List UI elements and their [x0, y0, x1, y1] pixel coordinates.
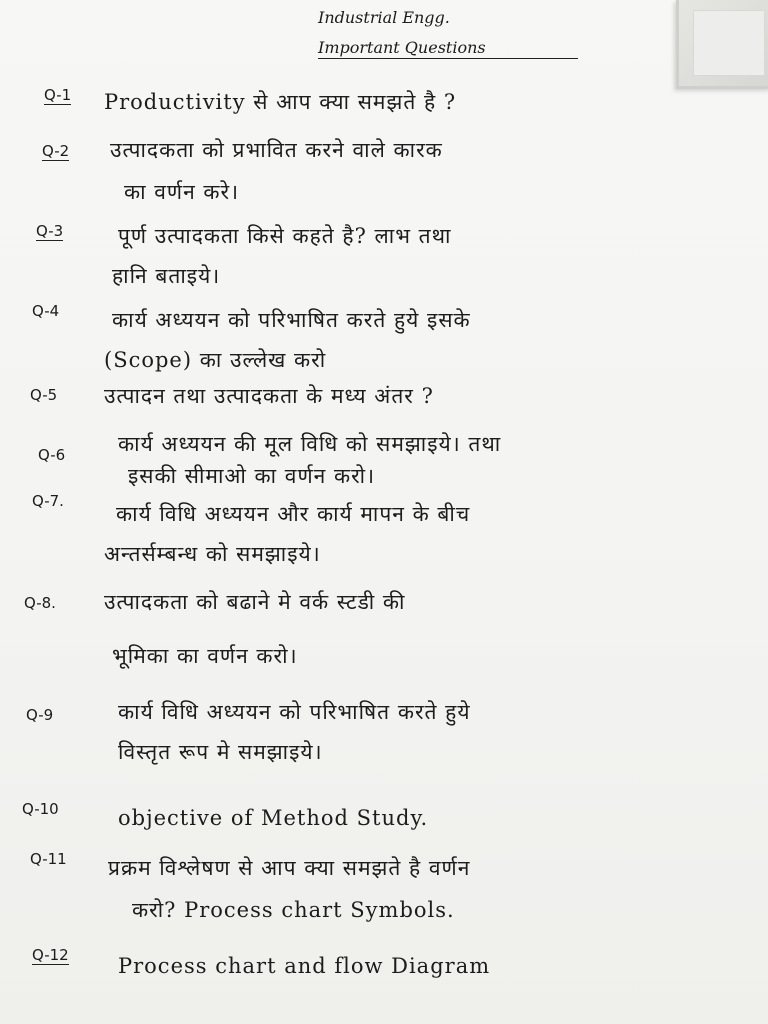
question-line: कार्य विधि अध्ययन और कार्य मापन के बीच	[116, 502, 471, 526]
folded-corner	[676, 0, 768, 89]
question-line: भूमिका का वर्णन करो।	[112, 644, 298, 668]
question-line: इसकी सीमाओ का वर्णन करो।	[128, 464, 376, 488]
question-line: objective of Method Study.	[118, 806, 429, 830]
question-line: का वर्णन करे।	[124, 180, 240, 204]
question-line: कार्य विधि अध्ययन को परिभाषित करते हुये	[118, 700, 471, 724]
question-line: उत्पादन तथा उत्पादकता के मध्य अंतर ?	[104, 384, 434, 408]
question-number: Q-8.	[24, 594, 56, 612]
question-line: उत्पादकता को बढाने मे वर्क स्टडी की	[104, 590, 406, 614]
question-number: Q-10	[22, 800, 59, 818]
question-number: Q-3	[36, 222, 64, 240]
question-number: Q-9	[26, 706, 54, 724]
question-line: हानि बताइये।	[112, 264, 221, 288]
question-line: करो? Process chart Symbols.	[132, 898, 455, 922]
question-line: Productivity से आप क्या समझते है ?	[104, 90, 457, 114]
question-line: पूर्ण उत्पादकता किसे कहते है? लाभ तथा	[118, 224, 452, 248]
question-line: कार्य अध्ययन की मूल विधि को समझाइये। तथा	[118, 432, 502, 456]
question-number: Q-2	[42, 142, 70, 160]
question-line: (Scope) का उल्लेख करो	[104, 348, 327, 372]
question-line: Process chart and flow Diagram	[118, 954, 491, 978]
question-line: कार्य अध्ययन को परिभाषित करते हुये इसके	[112, 308, 471, 332]
question-line: अन्तर्सम्बन्ध को समझाइये।	[104, 542, 321, 566]
page-title: Industrial Engg.	[318, 8, 450, 27]
question-number: Q-4	[32, 302, 60, 320]
question-number: Q-7.	[32, 492, 64, 510]
question-number: Q-1	[44, 86, 72, 104]
question-line: विस्तृत रूप मे समझाइये।	[118, 740, 323, 764]
question-number: Q-12	[32, 946, 69, 964]
page-subtitle: Important Questions	[318, 38, 578, 59]
question-line: उत्पादकता को प्रभावित करने वाले कारक	[110, 138, 443, 162]
question-number: Q-11	[30, 850, 67, 868]
question-line: प्रक्रम विश्लेषण से आप क्या समझते है वर्णन	[108, 856, 471, 880]
question-number: Q-6	[38, 446, 66, 464]
question-number: Q-5	[30, 386, 58, 404]
